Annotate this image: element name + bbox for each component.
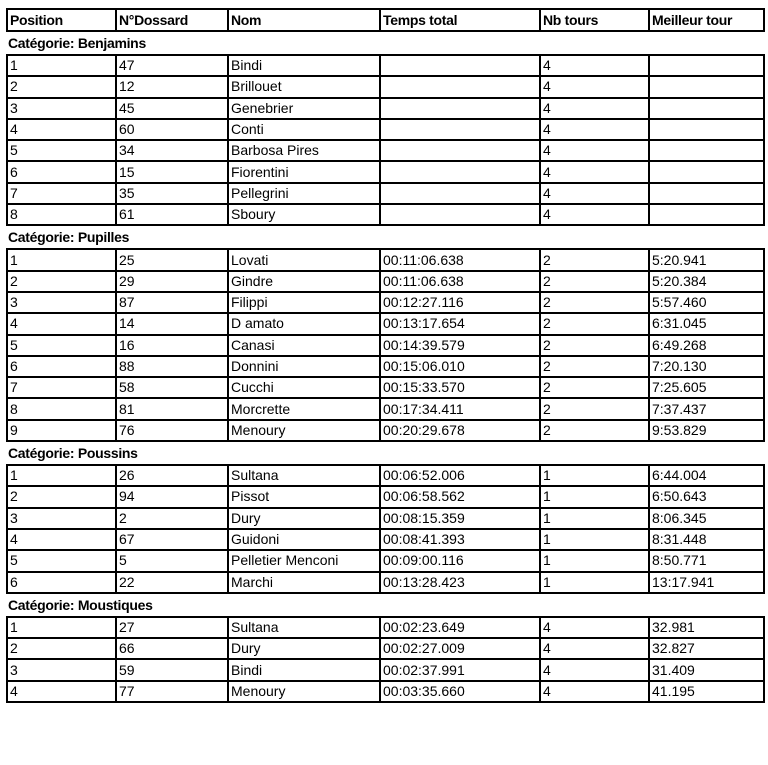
- cell-position: 4: [7, 529, 116, 550]
- cell-nb-tours: 4: [540, 76, 649, 97]
- cell-nom: Canasi: [228, 335, 380, 356]
- cell-position: 1: [7, 465, 116, 486]
- cell-nom: Menoury: [228, 420, 380, 441]
- cell-temps-total: 00:02:37.991: [380, 659, 540, 680]
- cell-nb-tours: 4: [540, 98, 649, 119]
- cell-nb-tours: 2: [540, 398, 649, 419]
- cell-dossard: 12: [116, 76, 228, 97]
- cell-nom: Filippi: [228, 292, 380, 313]
- cell-meilleur-tour: [649, 204, 764, 225]
- cell-position: 1: [7, 249, 116, 270]
- cell-nb-tours: 2: [540, 292, 649, 313]
- cell-meilleur-tour: 5:20.941: [649, 249, 764, 270]
- cell-nom: Dury: [228, 508, 380, 529]
- cell-meilleur-tour: 8:06.345: [649, 508, 764, 529]
- category-table: [6, 616, 765, 703]
- header-temps-total: Temps total: [380, 9, 540, 31]
- cell-temps-total: 00:20:29.678: [380, 420, 540, 441]
- cell-meilleur-tour: 6:49.268: [649, 335, 764, 356]
- cell-meilleur-tour: 7:37.437: [649, 398, 764, 419]
- cell-nom: Donnini: [228, 356, 380, 377]
- cell-nb-tours: 2: [540, 335, 649, 356]
- cell-dossard: 66: [116, 638, 228, 659]
- cell-temps-total: 00:11:06.638: [380, 271, 540, 292]
- table-row: [7, 486, 764, 507]
- cell-dossard: 61: [116, 204, 228, 225]
- cell-nb-tours: 2: [540, 271, 649, 292]
- cell-temps-total: 00:06:58.562: [380, 486, 540, 507]
- cell-temps-total: 00:13:17.654: [380, 313, 540, 334]
- table-row: [7, 529, 764, 550]
- cell-position: 5: [7, 335, 116, 356]
- cell-nb-tours: 1: [540, 550, 649, 571]
- cell-temps-total: [380, 204, 540, 225]
- cell-position: 7: [7, 183, 116, 204]
- cell-temps-total: 00:03:35.660: [380, 681, 540, 702]
- cell-meilleur-tour: 8:31.448: [649, 529, 764, 550]
- table-row: [7, 292, 764, 313]
- cell-nom: Genebrier: [228, 98, 380, 119]
- cell-nom: Brillouet: [228, 76, 380, 97]
- cell-temps-total: 00:17:34.411: [380, 398, 540, 419]
- cell-position: 1: [7, 55, 116, 76]
- cell-nom: Cucchi: [228, 377, 380, 398]
- cell-nom: Menoury: [228, 681, 380, 702]
- table-row: [7, 659, 764, 680]
- cell-position: 2: [7, 76, 116, 97]
- cell-position: 8: [7, 204, 116, 225]
- cell-temps-total: 00:15:33.570: [380, 377, 540, 398]
- cell-dossard: 29: [116, 271, 228, 292]
- cell-dossard: 87: [116, 292, 228, 313]
- cell-position: 5: [7, 140, 116, 161]
- cell-dossard: 22: [116, 572, 228, 593]
- cell-meilleur-tour: 7:25.605: [649, 377, 764, 398]
- cell-meilleur-tour: [649, 98, 764, 119]
- cell-temps-total: 00:08:41.393: [380, 529, 540, 550]
- cell-nb-tours: 1: [540, 486, 649, 507]
- cell-meilleur-tour: 41.195: [649, 681, 764, 702]
- table-row: [7, 617, 764, 638]
- cell-meilleur-tour: [649, 140, 764, 161]
- cell-position: 4: [7, 313, 116, 334]
- cell-temps-total: 00:09:00.116: [380, 550, 540, 571]
- cell-nb-tours: 4: [540, 659, 649, 680]
- cell-nb-tours: 2: [540, 420, 649, 441]
- cell-temps-total: [380, 140, 540, 161]
- cell-meilleur-tour: 6:50.643: [649, 486, 764, 507]
- cell-position: 1: [7, 617, 116, 638]
- cell-meilleur-tour: 32.981: [649, 617, 764, 638]
- cell-temps-total: 00:02:27.009: [380, 638, 540, 659]
- category-table: [6, 54, 765, 226]
- cell-nb-tours: 4: [540, 638, 649, 659]
- cell-position: 5: [7, 550, 116, 571]
- cell-nb-tours: 4: [540, 161, 649, 182]
- cell-nb-tours: 4: [540, 204, 649, 225]
- cell-nom: Gindre: [228, 271, 380, 292]
- header-position: Position: [7, 9, 116, 31]
- cell-temps-total: [380, 183, 540, 204]
- cell-meilleur-tour: 5:20.384: [649, 271, 764, 292]
- cell-nom: Bindi: [228, 55, 380, 76]
- cell-nom: Lovati: [228, 249, 380, 270]
- cell-dossard: 27: [116, 617, 228, 638]
- cell-temps-total: [380, 161, 540, 182]
- cell-meilleur-tour: [649, 183, 764, 204]
- table-row: [7, 572, 764, 593]
- cell-dossard: 25: [116, 249, 228, 270]
- cell-nom: Sultana: [228, 465, 380, 486]
- cell-temps-total: 00:12:27.116: [380, 292, 540, 313]
- cell-nom: Pelletier Menconi: [228, 550, 380, 571]
- cell-nb-tours: 4: [540, 183, 649, 204]
- cell-meilleur-tour: [649, 119, 764, 140]
- results-document: [6, 8, 763, 703]
- category-label: Catégorie: Poussins: [8, 445, 138, 462]
- cell-dossard: 35: [116, 183, 228, 204]
- table-row: [7, 140, 764, 161]
- cell-nom: Conti: [228, 119, 380, 140]
- cell-meilleur-tour: 8:50.771: [649, 550, 764, 571]
- cell-nom: Pissot: [228, 486, 380, 507]
- table-row: [7, 313, 764, 334]
- cell-dossard: 60: [116, 119, 228, 140]
- cell-dossard: 76: [116, 420, 228, 441]
- cell-dossard: 58: [116, 377, 228, 398]
- table-row: [7, 465, 764, 486]
- category-table: [6, 464, 765, 594]
- cell-position: 9: [7, 420, 116, 441]
- table-row: [7, 55, 764, 76]
- cell-dossard: 59: [116, 659, 228, 680]
- cell-position: 3: [7, 659, 116, 680]
- cell-nb-tours: 1: [540, 572, 649, 593]
- cell-dossard: 2: [116, 508, 228, 529]
- cell-nom: Barbosa Pires: [228, 140, 380, 161]
- cell-dossard: 34: [116, 140, 228, 161]
- category-label: Catégorie: Pupilles: [8, 229, 130, 246]
- cell-temps-total: 00:02:23.649: [380, 617, 540, 638]
- table-row: [7, 204, 764, 225]
- cell-meilleur-tour: [649, 161, 764, 182]
- cell-nom: Marchi: [228, 572, 380, 593]
- cell-nom: Dury: [228, 638, 380, 659]
- table-row: [7, 356, 764, 377]
- cell-nom: Sultana: [228, 617, 380, 638]
- cell-dossard: 47: [116, 55, 228, 76]
- cell-nb-tours: 2: [540, 249, 649, 270]
- cell-temps-total: 00:08:15.359: [380, 508, 540, 529]
- table-row: [7, 681, 764, 702]
- table-row: [7, 249, 764, 270]
- cell-temps-total: [380, 98, 540, 119]
- cell-meilleur-tour: 5:57.460: [649, 292, 764, 313]
- cell-nom: Morcrette: [228, 398, 380, 419]
- cell-nom: Sboury: [228, 204, 380, 225]
- cell-position: 8: [7, 398, 116, 419]
- cell-position: 2: [7, 486, 116, 507]
- category-label: Catégorie: Benjamins: [8, 35, 146, 51]
- cell-position: 6: [7, 161, 116, 182]
- cell-meilleur-tour: 31.409: [649, 659, 764, 680]
- category-sections: [6, 32, 763, 703]
- cell-temps-total: 00:06:52.006: [380, 465, 540, 486]
- cell-dossard: 45: [116, 98, 228, 119]
- cell-dossard: 88: [116, 356, 228, 377]
- cell-position: 3: [7, 98, 116, 119]
- cell-position: 4: [7, 681, 116, 702]
- cell-nb-tours: 4: [540, 681, 649, 702]
- cell-meilleur-tour: [649, 76, 764, 97]
- table-row: [7, 119, 764, 140]
- table-row: [7, 76, 764, 97]
- cell-temps-total: 00:11:06.638: [380, 249, 540, 270]
- cell-dossard: 67: [116, 529, 228, 550]
- table-row: [7, 420, 764, 441]
- table-row: [7, 183, 764, 204]
- cell-nb-tours: 2: [540, 377, 649, 398]
- table-row: [7, 161, 764, 182]
- cell-meilleur-tour: 32.827: [649, 638, 764, 659]
- table-row: [7, 398, 764, 419]
- cell-temps-total: [380, 76, 540, 97]
- cell-nb-tours: 1: [540, 508, 649, 529]
- cell-temps-total: [380, 119, 540, 140]
- cell-meilleur-tour: 6:31.045: [649, 313, 764, 334]
- cell-nb-tours: 4: [540, 119, 649, 140]
- cell-position: 3: [7, 292, 116, 313]
- header-table: [6, 8, 765, 32]
- cell-position: 4: [7, 119, 116, 140]
- table-row: [7, 335, 764, 356]
- category-label: Catégorie: Moustiques: [8, 596, 153, 613]
- cell-temps-total: 00:14:39.579: [380, 335, 540, 356]
- cell-meilleur-tour: 7:20.130: [649, 356, 764, 377]
- cell-temps-total: 00:13:28.423: [380, 572, 540, 593]
- cell-dossard: 81: [116, 398, 228, 419]
- table-row: [7, 638, 764, 659]
- cell-meilleur-tour: 6:44.004: [649, 465, 764, 486]
- cell-dossard: 26: [116, 465, 228, 486]
- cell-nb-tours: 4: [540, 617, 649, 638]
- cell-temps-total: [380, 55, 540, 76]
- header-meilleur-tour: Meilleur tour: [649, 9, 764, 31]
- cell-position: 6: [7, 572, 116, 593]
- cell-meilleur-tour: 13:17.941: [649, 572, 764, 593]
- cell-temps-total: 00:15:06.010: [380, 356, 540, 377]
- table-row: [7, 550, 764, 571]
- table-row: [7, 508, 764, 529]
- header-dossard: N°Dossard: [116, 9, 228, 31]
- cell-dossard: 77: [116, 681, 228, 702]
- cell-dossard: 16: [116, 335, 228, 356]
- cell-nb-tours: 1: [540, 529, 649, 550]
- cell-dossard: 15: [116, 161, 228, 182]
- cell-position: 2: [7, 638, 116, 659]
- cell-nom: Bindi: [228, 659, 380, 680]
- cell-nom: D amato: [228, 313, 380, 334]
- cell-dossard: 5: [116, 550, 228, 571]
- cell-nb-tours: 4: [540, 140, 649, 161]
- cell-meilleur-tour: [649, 55, 764, 76]
- cell-position: 7: [7, 377, 116, 398]
- cell-nb-tours: 1: [540, 465, 649, 486]
- cell-nom: Guidoni: [228, 529, 380, 550]
- cell-dossard: 14: [116, 313, 228, 334]
- table-row: [7, 98, 764, 119]
- cell-position: 2: [7, 271, 116, 292]
- cell-nb-tours: 2: [540, 313, 649, 334]
- cell-nb-tours: 2: [540, 356, 649, 377]
- header-nom: Nom: [228, 9, 380, 31]
- category-table: [6, 248, 765, 442]
- cell-position: 3: [7, 508, 116, 529]
- header-row: [7, 9, 764, 31]
- cell-nom: Pellegrini: [228, 183, 380, 204]
- table-row: [7, 377, 764, 398]
- cell-nom: Fiorentini: [228, 161, 380, 182]
- table-row: [7, 271, 764, 292]
- cell-nb-tours: 4: [540, 55, 649, 76]
- cell-position: 6: [7, 356, 116, 377]
- cell-dossard: 94: [116, 486, 228, 507]
- header-nb-tours: Nb tours: [540, 9, 649, 31]
- cell-meilleur-tour: 9:53.829: [649, 420, 764, 441]
